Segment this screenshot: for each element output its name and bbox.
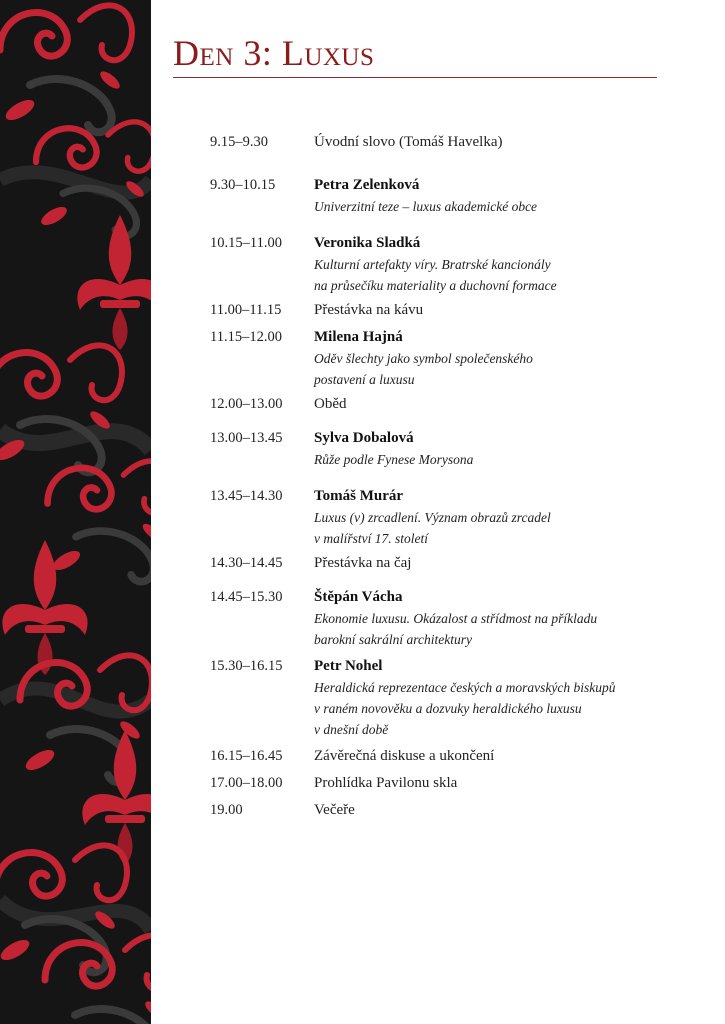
schedule-row (210, 773, 680, 794)
speaker-name: Sylva Dobalová (314, 430, 414, 446)
schedule-row (210, 587, 680, 650)
session-title: Přestávka na čaj (314, 555, 412, 571)
session-time: 14.30–14.45 (210, 555, 283, 571)
talk-title: na průsečíku materiality a duchovní formace (314, 278, 557, 293)
schedule-row (210, 428, 680, 470)
talk-title: Oděv šlechty jako symbol společenského (314, 351, 533, 366)
speaker-name: Štěpán Vácha (314, 589, 403, 605)
talk-title: v malířství 17. století (314, 531, 428, 546)
session-time: 13.45–14.30 (210, 488, 283, 504)
session-time: 11.00–11.15 (210, 302, 282, 318)
schedule-row (210, 300, 680, 321)
session-title: Přestávka na kávu (314, 302, 424, 318)
speaker-name: Milena Hajná (314, 329, 403, 345)
session-title: Závěrečná diskuse a ukončení (314, 748, 495, 764)
talk-title: Růže podle Fynese Morysona (314, 452, 474, 467)
talk-title: Ekonomie luxusu. Okázalost a střídmost na příkladu (314, 611, 598, 626)
session-time: 12.00–13.00 (210, 396, 283, 412)
session-title: Oběd (314, 396, 347, 412)
session-time: 9.15–9.30 (210, 134, 268, 150)
session-time: 15.30–16.15 (210, 658, 283, 674)
talk-title: v raném novověku a dozvuky heraldického luxusu (314, 701, 582, 716)
speaker-name: Veronika Sladká (314, 235, 421, 251)
talk-title: postavení a luxusu (314, 372, 415, 387)
session-time: 17.00–18.00 (210, 775, 283, 791)
session-time: 9.30–10.15 (210, 177, 276, 193)
page-title: Den 3: Luxus (173, 33, 375, 73)
schedule-row (210, 175, 680, 217)
session-time: 19.00 (210, 802, 243, 818)
program-schedule (210, 132, 680, 821)
session-title: Večeře (314, 802, 355, 818)
schedule-row (210, 233, 680, 296)
schedule-row (210, 800, 680, 821)
schedule-row (210, 486, 680, 549)
speaker-name: Petra Zelenková (314, 177, 420, 193)
talk-title: Univerzitní teze – luxus akademické obce (314, 199, 538, 214)
session-time: 14.45–15.30 (210, 589, 283, 605)
speaker-name: Tomáš Murár (314, 488, 404, 504)
session-time: 11.15–12.00 (210, 329, 282, 345)
session-title: Úvodní slovo (Tomáš Havelka) (314, 134, 503, 150)
schedule-row (210, 553, 680, 574)
schedule-row (210, 394, 680, 415)
damask-pattern-image (0, 0, 151, 1024)
talk-title: v dnešní době (314, 722, 389, 737)
title-rule (173, 77, 657, 78)
talk-title: Kulturní artefakty víry. Bratrské kancionály (314, 257, 551, 272)
talk-title: Heraldická reprezentace českých a moravských biskupů (314, 680, 616, 695)
talk-title: Luxus (v) zrcadlení. Význam obrazů zrcadel (314, 510, 551, 525)
schedule-row (210, 656, 680, 740)
session-time: 16.15–16.45 (210, 748, 283, 764)
session-time: 13.00–13.45 (210, 430, 283, 446)
speaker-name: Petr Nohel (314, 658, 383, 674)
damask-ornament-panel (0, 0, 151, 1024)
schedule-row (210, 327, 680, 390)
talk-title: barokní sakrální architektury (314, 632, 472, 647)
session-title: Prohlídka Pavilonu skla (314, 775, 458, 791)
session-time: 10.15–11.00 (210, 235, 282, 251)
schedule-row (210, 132, 680, 153)
schedule-row (210, 746, 680, 767)
